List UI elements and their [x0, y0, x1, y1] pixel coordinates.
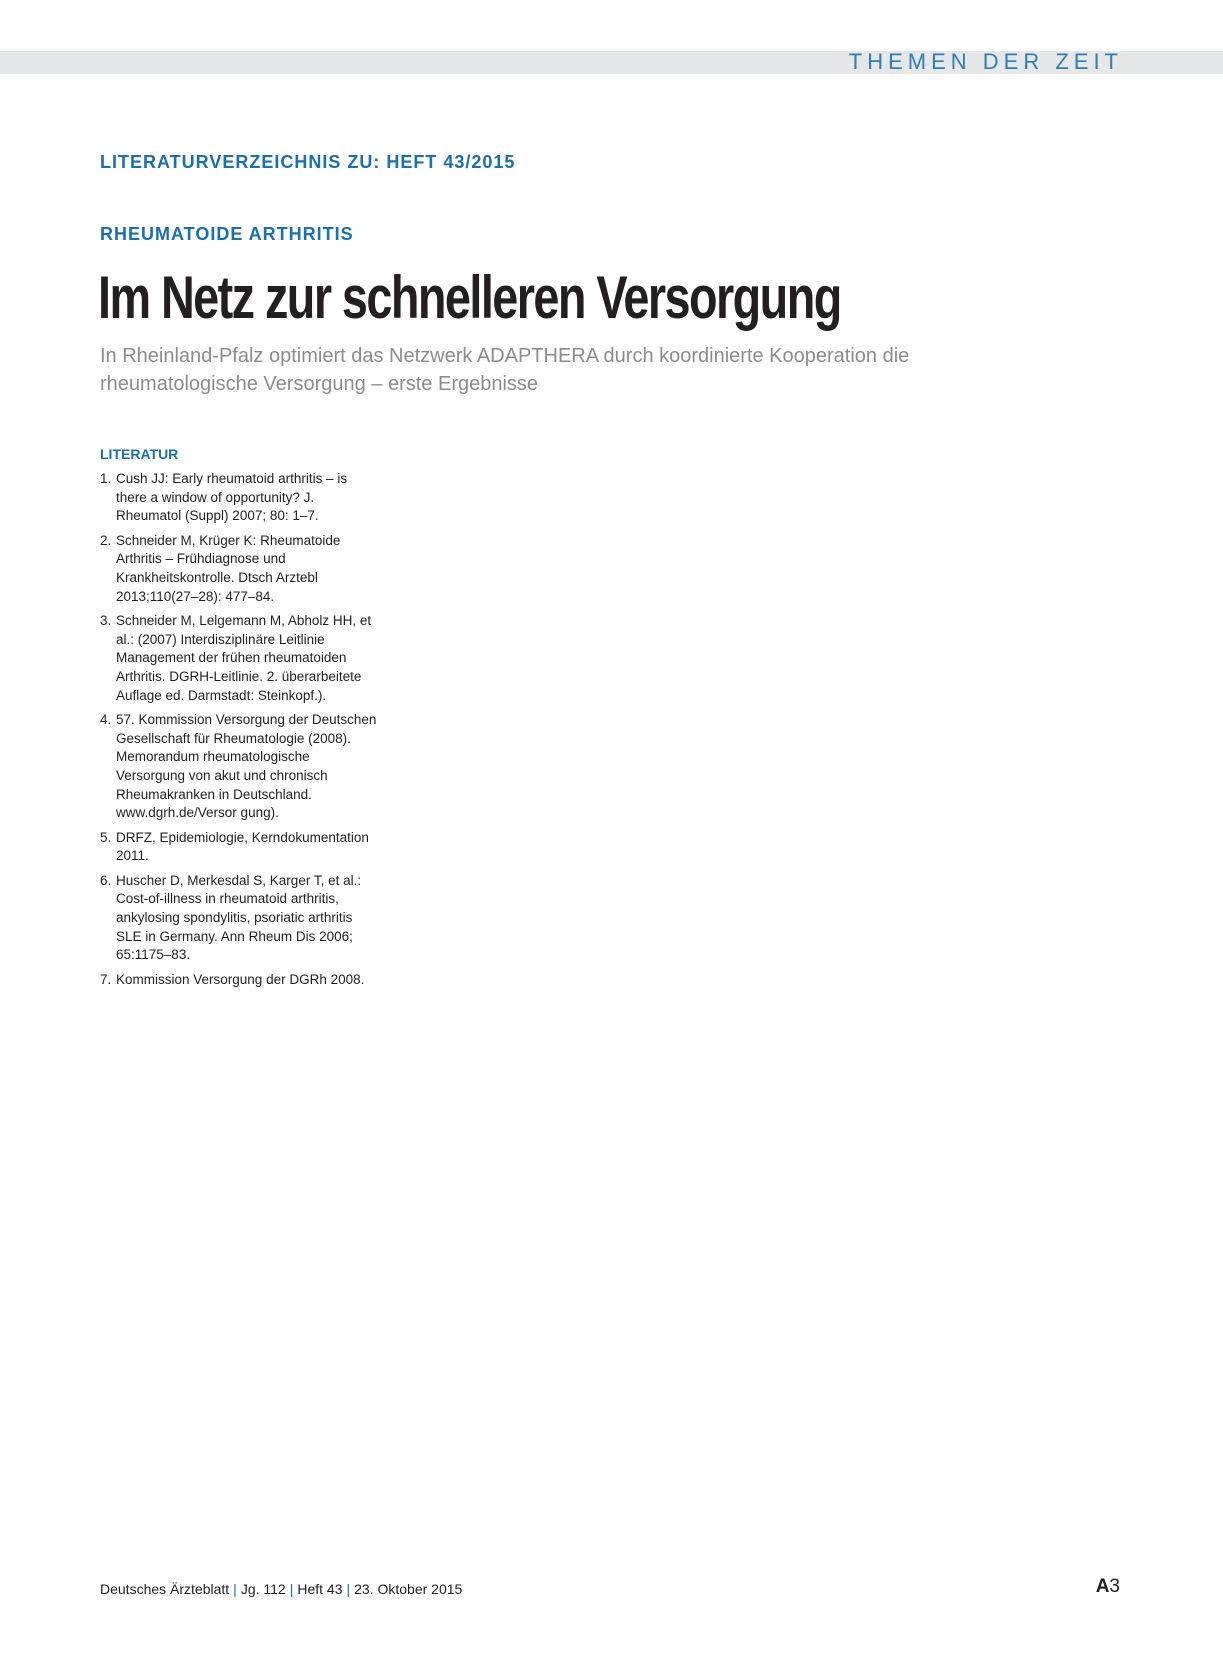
reference-number: 1. [100, 471, 112, 486]
article-subtitle: In Rheinland-Pfalz optimiert das Netzwerk ADAPTHERA durch koordinierte Kooperation die rheumatologische Versorgung – erste Ergebnisse [100, 345, 910, 395]
topic-kicker: RHEUMATOIDE ARTHRITIS [100, 224, 354, 244]
page-number [1096, 1576, 1120, 1598]
reference-text: Cush JJ: Early rheumatoid arthritis – is there a window of opportunity? J. Rheumatol (Suppl) 2007; 80: 1–7. [116, 471, 348, 524]
reference-item [100, 971, 380, 990]
reference-text: Huscher D, Merkesdal S, Karger T, et al.: Cost-of-illness in rheumatoid arthritis, ankylosing spondylitis, psoriatic arthritis SLE in Germany. Ann Rheum Dis 2006; 65:1175–83. [116, 872, 362, 963]
reference-number: 2. [100, 532, 112, 548]
issue-date: 23. Oktober 2015 [354, 1581, 463, 1597]
reference-list [100, 470, 380, 995]
reference-text: Kommission Versorgung der DGRh 2008. [116, 971, 365, 987]
reference-number: 7. [100, 971, 112, 987]
page-footer [100, 1581, 462, 1597]
page-number-value: 3 [1109, 1576, 1120, 1597]
reference-item [100, 829, 380, 866]
reference-number: 4. [100, 712, 112, 728]
reference-text: Schneider M, Lelgemann M, Abholz HH, et al.: (2007) Interdisziplinäre Leitlinie Management der frühen rheumatoiden Arthritis. DGRH-Leitlinie. 2. überarbeitete Auflage ed. Darmstadt: Steinkopf.). [116, 613, 372, 703]
reference-item [100, 711, 380, 823]
journal-issue: Heft 43 [297, 1581, 343, 1597]
reference-number: 3. [100, 613, 112, 629]
journal-volume: Jg. 112 [240, 1581, 286, 1597]
footer-separator: | [233, 1581, 237, 1597]
reference-item [100, 532, 380, 606]
reference-item [100, 470, 380, 526]
page-prefix: A [1095, 1576, 1110, 1597]
literature-title: LITERATUR [100, 446, 179, 462]
reference-text: DRFZ, Epidemiologie, Kerndokumentation 2011. [116, 829, 369, 864]
reference-text: 57. Kommission Versorgung der Deutschen Gesellschaft für Rheumatologie (2008). Memorandum rheumatologische Versorgung von akut und chronisch Rheumakranken in Deutschland. www.dgrh.de/Versor gung). [116, 712, 377, 821]
reference-item [100, 872, 380, 965]
reference-number: 5. [100, 829, 112, 845]
literature-index-heading: LITERATURVERZEICHNIS ZU: HEFT 43/2015 [100, 152, 516, 172]
journal-name: Deutsches Ärzteblatt [100, 1581, 230, 1597]
reference-text: Schneider M, Krüger K: Rheumatoide Arthritis – Frühdiagnose und Krankheitskontrolle. Dtsch Arztebl 2013;110(27–28): 477–84. [116, 532, 341, 604]
reference-number: 6. [100, 872, 112, 888]
footer-separator: | [289, 1581, 294, 1597]
section-label: THEMEN DER ZEIT [848, 49, 1123, 74]
reference-item [100, 612, 380, 705]
article-headline: Im Netz zur schnelleren Versorgung [98, 264, 841, 331]
footer-separator: | [346, 1581, 351, 1597]
